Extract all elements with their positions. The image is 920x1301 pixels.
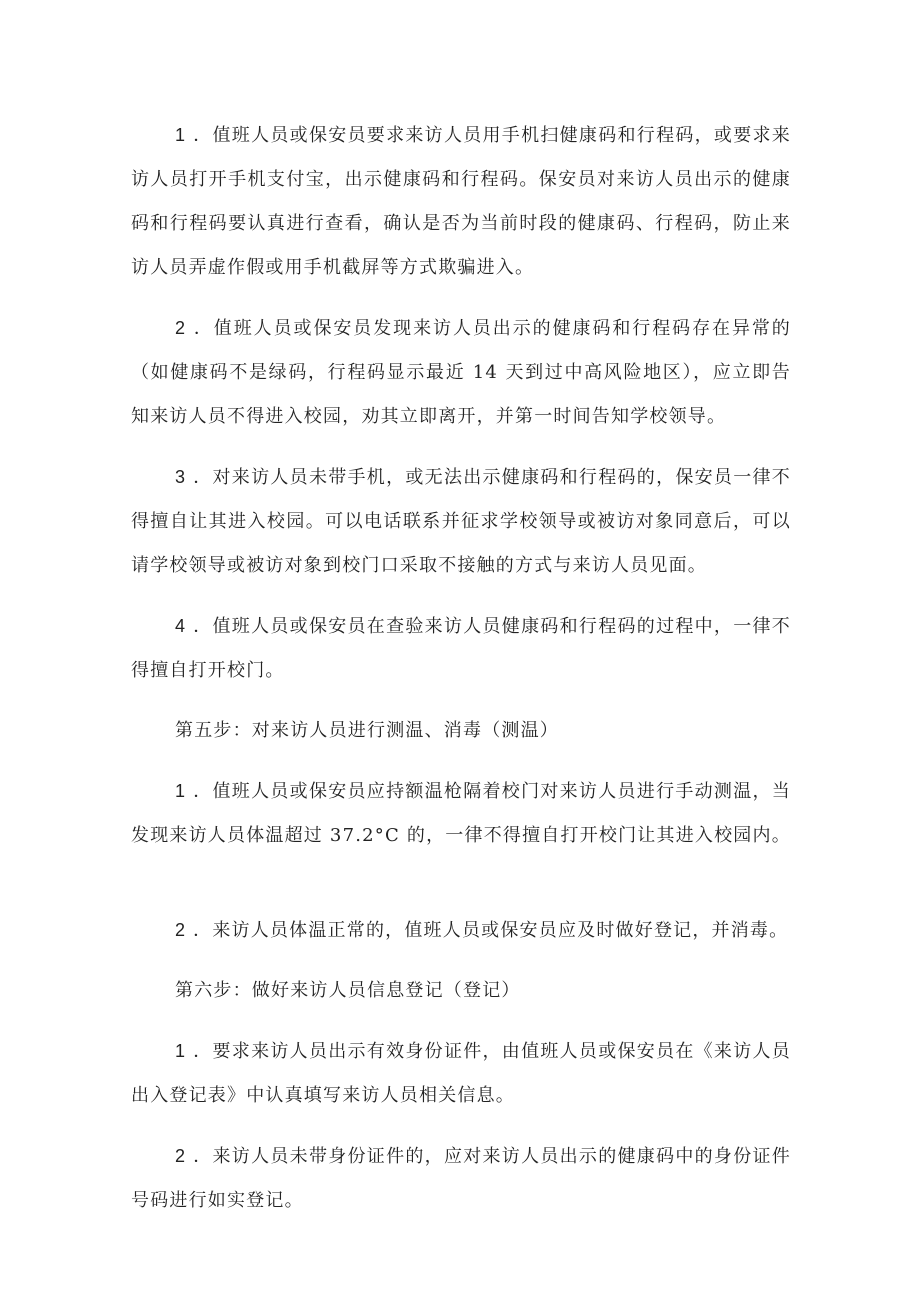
item-text: ．来访人员体温正常的，值班人员或保安员应及时做好登记，并消毒。 bbox=[186, 920, 789, 941]
item-number: 3 bbox=[175, 467, 187, 487]
item-number: 2 bbox=[175, 318, 187, 338]
item-text: ．值班人员或保安员应持额温枪隔着校门对来访人员进行手动测温，当发现来访人员体温超过 37.2°C 的，一律不得擅自打开校门让其进入校园内。 bbox=[131, 781, 791, 846]
item-text: ．值班人员或保安员要求来访人员用手机扫健康码和行程码，或要求来访人员打开手机支付宝，出示健康码和行程码。保安员对来访人员出示的健康码和行程码要认真进行查看，确认是否为当前时段的健康码、行程码，防止来访人员弄虚作假或用手机截屏等方式欺骗进入。 bbox=[131, 125, 791, 278]
step5-heading: 第五步：对来访人员进行测温、消毒（测温） bbox=[175, 720, 559, 741]
document-body bbox=[131, 113, 791, 1239]
step5-item-2 bbox=[131, 908, 791, 953]
item-text: ．对来访人员未带手机，或无法出示健康码和行程码的，保安员一律不得擅自让其进入校园。可以电话联系并征求学校领导或被访对象同意后，可以请学校领导或被访对象到校门口采取不接触的方式与来访人员见面。 bbox=[131, 467, 791, 576]
step6-item-1 bbox=[131, 1029, 791, 1118]
step5-item-1 bbox=[131, 769, 791, 858]
item-text: ．值班人员或保安员在查验来访人员健康码和行程码的过程中，一律不得擅自打开校门。 bbox=[131, 616, 791, 681]
item-number: 2 bbox=[175, 920, 187, 940]
item-text: ．要求来访人员出示有效身份证件，由值班人员或保安员在《来访人员出入登记表》中认真填写来访人员相关信息。 bbox=[131, 1041, 791, 1106]
check-item-3 bbox=[131, 455, 791, 588]
item-text: ．值班人员或保安员发现来访人员出示的健康码和行程码存在异常的（如健康码不是绿码，行程码显示最近 14 天到过中高风险地区），应立即告知来访人员不得进入校园，劝其立即离开，并第一时间告知学校领导。 bbox=[131, 318, 791, 427]
blank-line bbox=[131, 874, 791, 908]
item-number: 1 bbox=[175, 1041, 187, 1061]
check-item-1 bbox=[131, 113, 791, 290]
item-number: 4 bbox=[175, 616, 187, 636]
item-number: 1 bbox=[175, 781, 187, 801]
step6-item-2 bbox=[131, 1134, 791, 1223]
check-item-4 bbox=[131, 604, 791, 693]
check-item-2 bbox=[131, 306, 791, 439]
item-number: 1 bbox=[175, 125, 187, 145]
item-number: 2 bbox=[175, 1146, 187, 1166]
step6-heading: 第六步：做好来访人员信息登记（登记） bbox=[175, 980, 521, 1001]
item-text: ．来访人员未带身份证件的，应对来访人员出示的健康码中的身份证件号码进行如实登记。 bbox=[131, 1146, 791, 1211]
